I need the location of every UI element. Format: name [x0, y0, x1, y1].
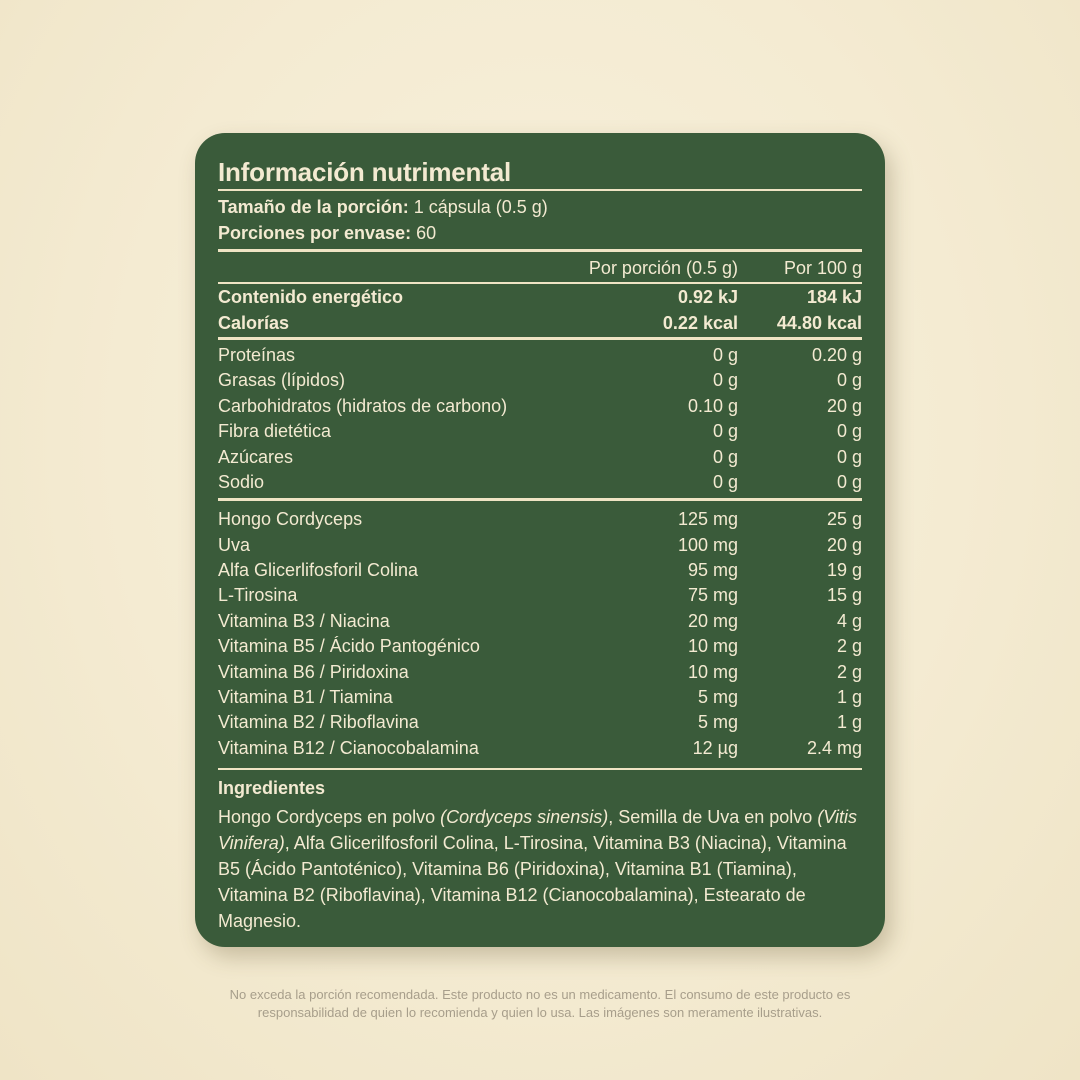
- ingredient-name: Alfa Glicerlifosforil Colina: [218, 560, 419, 581]
- per-100g-value: 20 g: [826, 395, 862, 416]
- per-100g-value: 15 g: [826, 585, 862, 606]
- table-row: [218, 394, 862, 419]
- table-row: [218, 659, 862, 684]
- ingredients-list: [218, 804, 862, 934]
- per-100g-value: 44.80 kcal: [776, 312, 862, 333]
- table-row: [218, 368, 862, 393]
- servings-per-container-label: Porciones por envase:: [218, 223, 412, 243]
- per-100g-value: 0 g: [836, 471, 862, 492]
- macros-section: [218, 340, 862, 498]
- ingredients-text: , Alfa Glicerilfosforil Colina, L-Tirosina, Vitamina B3 (Niacina), Vitamina B5 (Ácido Pantoténico), Vitamina B6 (Piridoxina), Vitamina B1 (Tiamina), Vitamina B2 (Riboflavina), Vitamina B12 (Cianocobalamina), Estearato de Magnesio.: [218, 833, 847, 932]
- energy-row: [218, 285, 862, 310]
- per-100g-value: 184 kJ: [806, 287, 862, 308]
- ingredients-text: , Semilla de Uva en polvo: [608, 807, 818, 828]
- per-serving-value: 5 mg: [697, 687, 738, 708]
- per-serving-value: 12 µg: [692, 737, 738, 758]
- latin-name: (Cordyceps sinensis): [440, 807, 609, 828]
- ingredients-text: Hongo Cordyceps en polvo: [218, 807, 441, 828]
- per-100g-value: 25 g: [826, 509, 862, 530]
- servings-per-container-value: 60: [416, 223, 437, 243]
- serving-size-value: 1 cápsula (0.5 g): [413, 197, 548, 217]
- energy-section: [218, 284, 862, 336]
- table-row: [218, 710, 862, 735]
- ingredient-name: Vitamina B5 / Ácido Pantogénico: [218, 636, 480, 657]
- per-serving-value: 0 g: [712, 370, 738, 391]
- disclaimer: [140, 986, 940, 1022]
- per-serving-value: 0 g: [712, 421, 738, 442]
- column-header-row: [218, 252, 862, 282]
- latin-name: (Vitis Vinifera): [218, 807, 857, 854]
- per-100g-value: 1 g: [836, 687, 862, 708]
- servings-per-container: [218, 220, 862, 246]
- serving-size: [218, 194, 862, 220]
- nutrient-name: Grasas (lípidos): [218, 370, 346, 391]
- disclaimer-line: responsabilidad de quien lo recomienda y quien lo usa. Las imágenes son meramente ilustrativas.: [257, 1005, 823, 1020]
- per-100g-value: 0 g: [836, 446, 862, 467]
- per-serving-value: 20 mg: [687, 610, 738, 631]
- per-100g-value: 19 g: [826, 560, 862, 581]
- nutrient-name: Azúcares: [218, 446, 294, 467]
- per-100g-value: 2 g: [836, 636, 862, 657]
- ingredient-name: Uva: [218, 534, 251, 555]
- per-100g-value: 0.20 g: [811, 344, 862, 365]
- per-serving-value: 0 g: [712, 471, 738, 492]
- per-serving-value: 10 mg: [687, 661, 738, 682]
- ingredients-title: Ingredientes: [218, 778, 326, 799]
- nutrition-facts-card: [195, 133, 885, 947]
- nutrient-name: Sodio: [218, 471, 265, 492]
- table-row: [218, 583, 862, 608]
- per-serving-value: 125 mg: [677, 509, 738, 530]
- calories-row: [218, 310, 862, 335]
- per-100g-value: 0 g: [836, 421, 862, 442]
- table-row: [218, 736, 862, 761]
- serving-size-label: Tamaño de la porción:: [218, 197, 409, 217]
- table-row: [218, 419, 862, 444]
- per-serving-value: 100 mg: [677, 534, 738, 555]
- ingredient-name: Vitamina B12 / Cianocobalamina: [218, 737, 479, 758]
- table-row: [218, 685, 862, 710]
- per-serving-value: 5 mg: [697, 712, 738, 733]
- ingredient-name: Vitamina B2 / Riboflavina: [218, 712, 419, 733]
- nutrient-name: Carbohidratos (hidratos de carbono): [218, 395, 508, 416]
- nutrient-name: Calorías: [218, 312, 290, 333]
- per-100g-header: Por 100 g: [783, 257, 862, 278]
- ingredient-name: Vitamina B1 / Tiamina: [218, 687, 393, 708]
- table-row: [218, 609, 862, 634]
- per-100g-value: 2 g: [836, 661, 862, 682]
- actives-section: [218, 501, 862, 768]
- ingredient-name: Vitamina B3 / Niacina: [218, 610, 390, 631]
- table-row: [218, 343, 862, 368]
- nutrient-name: Contenido energético: [218, 287, 404, 308]
- table-row: [218, 634, 862, 659]
- divider: [218, 189, 862, 191]
- per-serving-value: 0.92 kJ: [677, 287, 738, 308]
- table-row: [218, 444, 862, 469]
- nutrient-name: Fibra dietética: [218, 421, 332, 442]
- ingredient-name: Vitamina B6 / Piridoxina: [218, 661, 409, 682]
- per-serving-value: 10 mg: [687, 636, 738, 657]
- per-serving-value: 0.10 g: [687, 395, 738, 416]
- per-100g-value: 1 g: [836, 712, 862, 733]
- per-serving-header: Por porción (0.5 g): [588, 257, 738, 278]
- per-serving-value: 0 g: [712, 446, 738, 467]
- divider: [218, 768, 862, 770]
- table-row: [218, 558, 862, 583]
- table-row: [218, 533, 862, 558]
- ingredient-name: Hongo Cordyceps: [218, 509, 363, 530]
- nutrient-name: Proteínas: [218, 344, 296, 365]
- nutrition-title: Información nutrimental: [218, 157, 511, 187]
- per-100g-value: 4 g: [836, 610, 862, 631]
- per-serving-value: 75 mg: [687, 585, 738, 606]
- ingredient-name: L-Tirosina: [218, 585, 298, 606]
- per-serving-value: 0.22 kcal: [662, 312, 738, 333]
- per-100g-value: 20 g: [826, 534, 862, 555]
- per-serving-value: 95 mg: [687, 560, 738, 581]
- per-serving-value: 0 g: [712, 344, 738, 365]
- table-row: [218, 507, 862, 532]
- disclaimer-line: No exceda la porción recomendada. Este producto no es un medicamento. El consumo de este producto es: [229, 987, 851, 1002]
- per-100g-value: 0 g: [836, 370, 862, 391]
- table-row: [218, 470, 862, 495]
- per-100g-value: 2.4 mg: [806, 737, 862, 758]
